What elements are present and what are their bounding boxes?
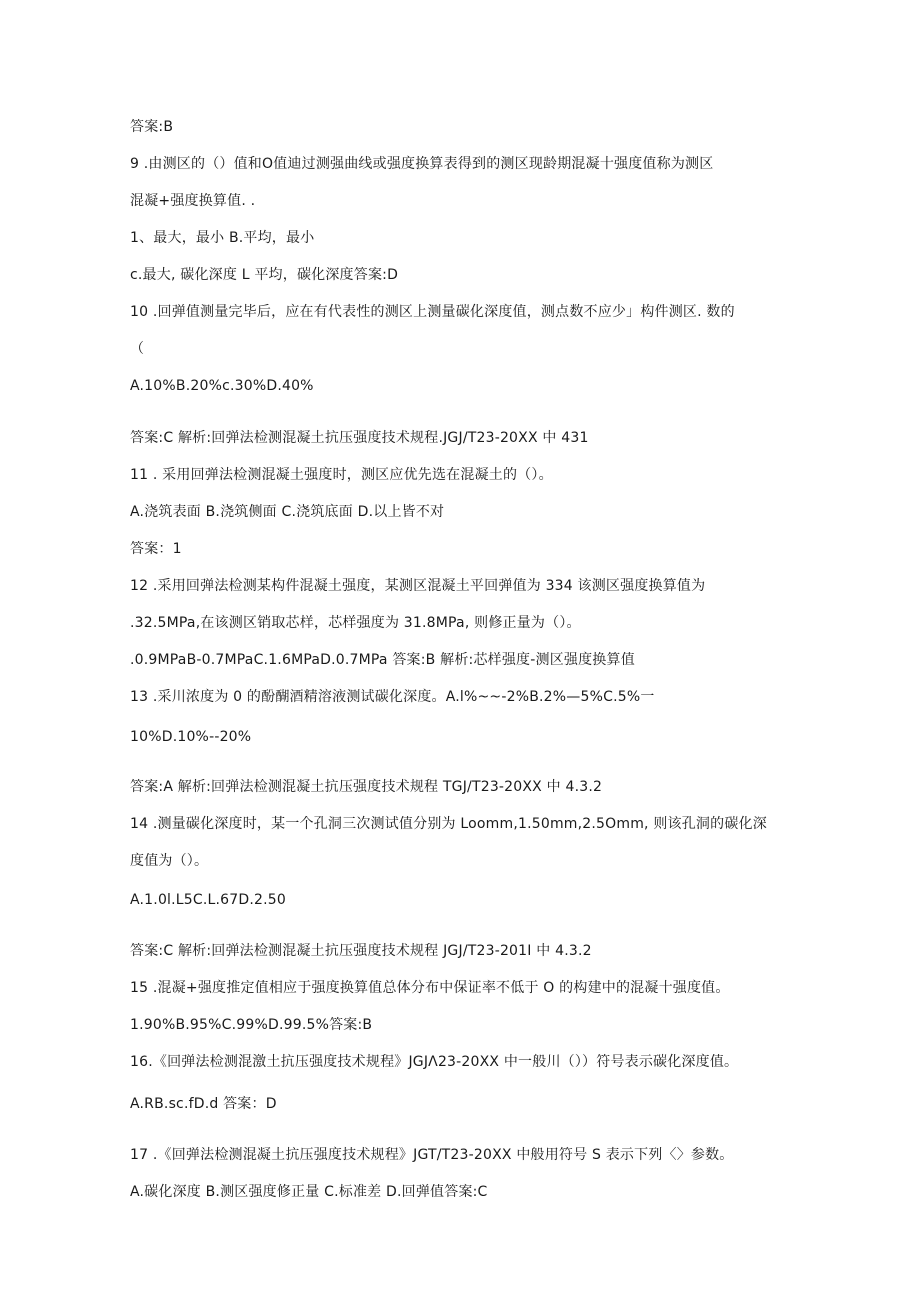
question-16-line: 16.《回弹法检测混激土抗压强度技术规程》JGJΛ23-20XX 中一般川（））符号表示碳化深度值。 (130, 1054, 739, 1070)
question-10-options: A.10%B.20%c.30%D.40% (130, 378, 314, 394)
question-13-line-1: 13 .采川浓度为 0 的酚醐酒精溶液测试碳化深度。A.l%~~-2%B.2%—5%C.5%一 (130, 689, 655, 705)
question-16-options: A.RB.sc.fD.d 答案：D (130, 1096, 277, 1112)
question-11-line: 11 . 采用回弹法检测混凝土强度时，测区应优先选在混凝土的（）。 (130, 467, 553, 483)
question-12-line-1: 12 .采用回弹法检测某构件混凝土强度，某测区混凝土平回弹值为 334 该测区强度换算值为 (130, 578, 706, 594)
question-15-options: 1.90%B.95%C.99%D.99.5%答案:B (130, 1017, 373, 1033)
question-14-line-1: 14 .测量碳化深度时，某一个孔洞三次测试值分别为 Loomm,1.50mm,2.5Omm, 则该孔洞的碳化深 (130, 816, 767, 832)
question-12-options: .0.9MPaB-0.7MPaC.1.6MPaD.0.7MPa 答案:B 解析:芯样强度-测区强度换算值 (130, 652, 635, 668)
question-9-line-1: 9 .由测区的（）值和O值迪过测强曲线或强度换算表得到的测区现龄期混凝十强度值称为测区 (130, 156, 714, 172)
question-14-line-2: 度值为（）。 (130, 853, 209, 869)
question-10-answer: 答案:C 解析:回弹法检测混凝土抗压强度技术规程.JGJ/T23-20XX 中 431 (130, 430, 589, 446)
question-9-options-2: c.最大, 碳化深度 L 平均，碳化深度答案:D (130, 267, 399, 283)
question-9-line-2: 混凝+强度换算值. . (130, 193, 256, 209)
question-10-line-2: （ (130, 341, 145, 357)
question-9-options-1: 1、最大，最小 B.平均，最小 (130, 230, 315, 246)
question-13-answer: 答案:A 解析:回弹法检测混凝土抗压强度技术规程 TGJ/T23-20XX 中 4.3.2 (130, 779, 603, 795)
question-17-options: A.碳化深度 B.测区强度修正量 C.标准差 D.回弹值答案:C (130, 1184, 488, 1200)
question-11-answer: 答案：1 (130, 541, 182, 557)
question-15-line: 15 .混凝+强度推定值相应于强度换算值总体分布中保证率不低于 O 的构建中的混凝十强度值。 (130, 980, 730, 996)
question-10-line-1: 10 .回弹值测量完毕后，应在有代表性的测区上测量碳化深度值，测点数不应少」构件测区. 数的 (130, 304, 735, 320)
question-17-line: 17 .《回弹法检测混凝土抗压强度技术规程》JGT/T23-20XX 中般用符号 S 表示下列〈〉参数。 (130, 1147, 734, 1163)
question-11-options: A.浇筑表面 B.浇筑侧面 C.浇筑底面 D.以上皆不对 (130, 504, 445, 520)
question-12-line-2: .32.5MPa,在该测区销取芯样，芯样强度为 31.8MPa, 则修正量为（）。 (130, 615, 581, 631)
question-13-line-2: 10%D.10%--20% (130, 729, 252, 745)
question-14-answer: 答案:C 解析:回弹法检测混凝土抗压强度技术规程 JGJ/T23-201I 中 4.3.2 (130, 943, 592, 959)
text-line: 答案:B (130, 119, 174, 135)
question-14-options: A.1.0l.L5C.L.67D.2.50 (130, 892, 286, 908)
